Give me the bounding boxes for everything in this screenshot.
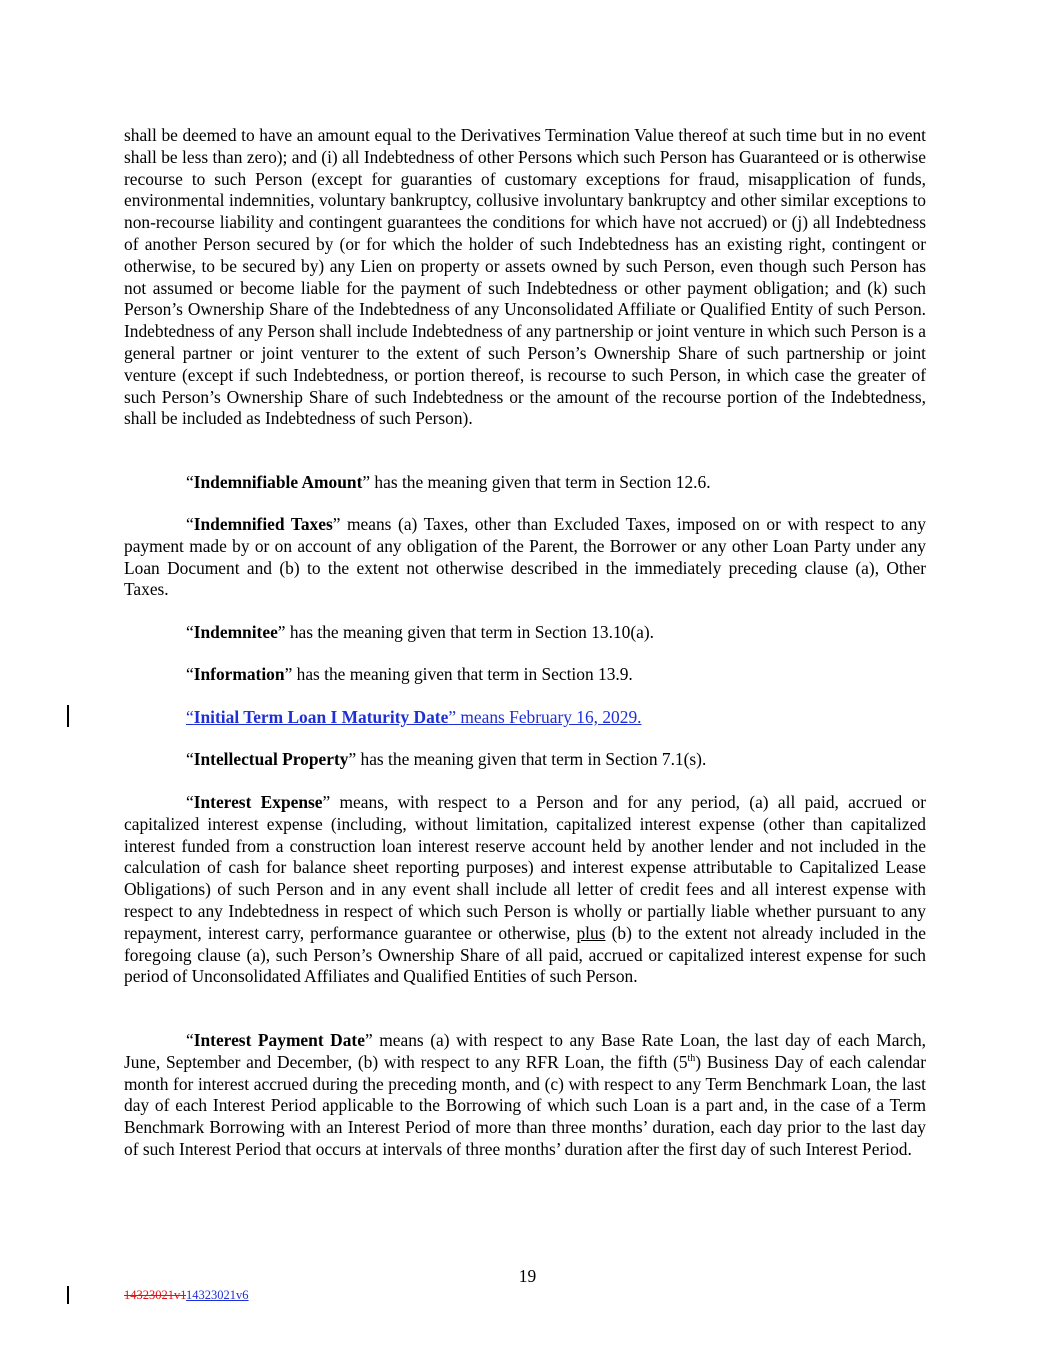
defined-term: Interest Expense [193,792,323,812]
definition-interest-payment-date: “Interest Payment Date” means (a) with respect to any Base Rate Loan, the last day of each March, June, September and December, (b) with respect to any RFR Loan, the fifth (5th) Business Day of each calendar month for interest accrued during the preceding month, and (c) with respect to any Term Benchmark Loan, the last day of each Interest Period applicable to the Borrowing of which such Loan is a part and, in the case of a Term Benchmark Borrowing with an Interest Period of more than three months’ duration, each day prior to the last day of such Interest Period that occurs at intervals of three months’ duration after the first day of such Interest Period. [124,1030,926,1159]
document-id-footer [124,1288,249,1303]
page-number: 19 [518,1266,537,1286]
defined-term: Indemnitee [193,622,278,642]
superscript-th: th [687,1053,696,1064]
definition-initial-term-loan-maturity-date [124,707,926,729]
change-bar [67,1286,69,1304]
defined-term: Indemnifiable Amount [193,472,363,492]
change-bar [67,705,69,727]
defined-term: Intellectual Property [193,749,349,769]
defined-term: Information [193,664,285,684]
definition-interest-expense: “Interest Expense” means, with respect to a Person and for any period, (a) all paid, accrued or capitalized interest expense (including, without limitation, capitalized interest expense (other than capitalized interest funded from a construction loan interest reserve account held by another lender and not included in the calculation of cash for balance sheet reporting purposes) and interest expense attributable to Capitalized Lease Obligations) of such Person and in any event shall include all letter of credit fees and all interest expense with respect to any Indebtedness in respect of which such Person is wholly or partially liable whether pursuant to any repayment, interest carry, performance guarantee or otherwise, plus (b) to the extent not already included in the foregoing clause (a), such Person’s Ownership Share of all paid, accrued or capitalized interest expense for such period of Unconsolidated Affiliates and Qualified Entities of such Person. [124,792,927,987]
deleted-doc-id: 14323021v1 [124,1288,187,1302]
definition-indemnifiable-amount: “Indemnifiable Amount” has the meaning given that term in Section 12.6. [186,472,711,492]
underlined-plus: plus [576,922,606,943]
defined-term: Initial Term Loan I Maturity Date [193,707,449,727]
defined-term: Interest Payment Date [193,1030,365,1050]
definition-indemnitee: “Indemnitee” has the meaning given that term in Section 13.10(a). [186,622,655,642]
definition-information: “Information” has the meaning given that term in Section 13.9. [186,664,633,684]
definition-indemnified-taxes: “Indemnified Taxes” means (a) Taxes, other than Excluded Taxes, imposed on or with respect to any payment made by or on account of any obligation of the Parent, the Borrower or any other Loan Party under any Loan Document and (b) to the extent not otherwise described in the immediately preceding clause (a), Other Taxes. [124,514,926,600]
definition-intellectual-property: “Intellectual Property” has the meaning given that term in Section 7.1(s). [186,749,707,769]
inserted-doc-id: 14323021v6 [186,1288,249,1302]
inserted-text: “Initial Term Loan I Maturity Date” means February 16, 2029. [186,707,642,727]
indebtedness-continuation-paragraph: shall be deemed to have an amount equal to the Derivatives Termination Value thereof at such time but in no event shall be less than zero); and (i) all Indebtedness of other Persons which such Person has Guaranteed or is otherwise recourse to such Person (except for guaranties of customary exceptions for fraud, misapplication of funds, environmental indemnities, voluntary bankruptcy, collusive involuntary bankruptcy and other similar exceptions to non-recourse liability and contingent guarantees the conditions for which have not accrued) or (j) all Indebtedness of another Person secured by (or for which the holder of such Indebtedness has an existing right, contingent or otherwise, to be secured by) any Lien on property or assets owned by such Person, even though such Person has not assumed or become liable for the payment of such Indebtedness or other payment obligation; and (k) such Person’s Ownership Share of the Indebtedness of any Unconsolidated Affiliate or Qualified Entity of such Person. Indebtedness of any Person shall include Indebtedness of any partnership or joint venture in which such Person is a general partner or joint venturer to the extent of such Person’s Ownership Share of such partnership or joint venture (except if such Indebtedness, or portion thereof, is recourse to such Person, in which case the greater of such Person’s Ownership Share of such Indebtedness or the amount of the recourse portion of the Indebtedness, shall be included as Indebtedness of such Person). [124,125,926,429]
defined-term: Indemnified Taxes [193,514,333,534]
